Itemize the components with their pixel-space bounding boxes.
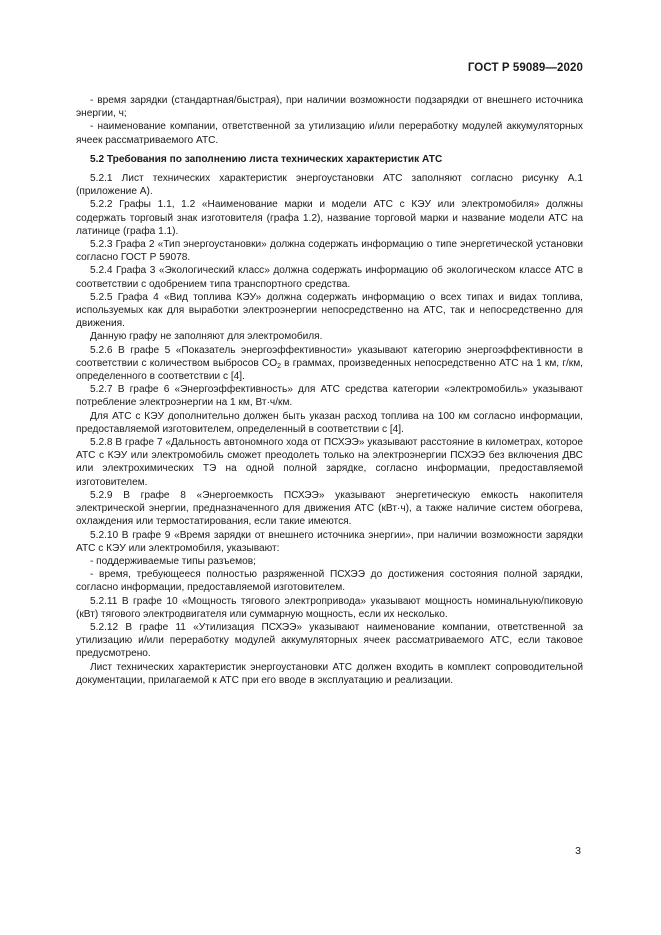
paragraph-5-2-5-note: Данную графу не заполняют для электромобиля. — [90, 331, 323, 343]
page-body — [76, 94, 583, 687]
paragraph-5-2-6-part-b: в граммах, произведенных непосредственно АТС на 1 км, г/км, определенного в соответствии с [4]. — [76, 357, 583, 383]
paragraph-5-2-3: 5.2.3 Графа 2 «Тип энергоустановки» должна содержать информацию о типе энергетической установки согласно ГОСТ Р 59078. — [76, 239, 583, 264]
paragraph-5-2-1: 5.2.1 Лист технических характеристик энергоустановки АТС заполняют согласно рисунку А.1 (приложение А). — [76, 173, 583, 198]
intro-item-recycling-company: - наименование компании, ответственной за утилизацию и/или переработку модулей аккумуляторных ячеек рассматриваемого АТС. — [76, 121, 583, 146]
document-code: ГОСТ Р 59089—2020 — [467, 62, 583, 74]
paragraph-5-2-10-item-time: - время, требующееся полностью разряженной ПСХЭЭ до достижения состояния полной зарядки, согласно информации, предоставляемой изготовителем. — [76, 569, 583, 594]
co2-subscript: 2 — [277, 362, 282, 370]
paragraph-5-2-10: 5.2.10 В графе 9 «Время зарядки от внешнего источника энергии», при наличии возможности зарядки АТС с КЭУ или электромобиля, указывают: — [76, 529, 583, 554]
paragraph-5-2-9: 5.2.9 В графе 8 «Энергоемкость ПСХЭЭ» указывают энергетическую емкость накопителя электрической энергии, предназначенного для движения АТС (кВт·ч), а также наличие систем обогрева, охлаждения или термостатирования, если такие имеются. — [76, 489, 583, 528]
paragraph-5-2-12: 5.2.12 В графе 11 «Утилизация ПСХЭЭ» указывают наименование компании, ответственной за утилизацию и/или переработку модулей аккумуляторных ячеек рассматриваемого АТС, если таковое предусмотрено. — [76, 621, 583, 660]
paragraph-5-2-7-note: Для АТС с КЭУ дополнительно должен быть указан расход топлива на 100 км согласно информации, предоставляемой изготовителем, определенный в соответствии с [4]. — [76, 410, 583, 435]
page-number: 3 — [575, 845, 581, 857]
paragraph-5-2-10-item-connectors: - поддерживаемые типы разъемов; — [90, 555, 256, 567]
closing-paragraph: Лист технических характеристик энергоустановки АТС должен входить в комплект сопроводительной документации, прилагаемой к АТС при его вводе в эксплуатацию и реализации. — [76, 661, 583, 686]
paragraph-5-2-2: 5.2.2 Графы 1.1, 1.2 «Наименование марки и модели АТС с КЭУ или электромобиля» должны содержать торговый знак изготовителя (графа 1.2), название торговой марки и название модели АТС на латинице (графа 1.1). — [76, 199, 583, 237]
section-title: 5.2 Требования по заполнению листа технических характеристик АТС — [90, 153, 443, 165]
paragraph-5-2-7: 5.2.7 В графе 6 «Энергоэффективность» для АТС средства категории «электромобиль» указывают потребление электроэнергии на 1 км, Вт·ч/км. — [76, 384, 583, 409]
paragraph-5-2-6 — [76, 344, 583, 384]
paragraph-5-2-11: 5.2.11 В графе 10 «Мощность тягового электропривода» указывают мощность номинальную/пиковую (кВт) тягового электродвигателя или суммарную мощность, если их несколько. — [76, 595, 583, 620]
paragraph-5-2-5: 5.2.5 Графа 4 «Вид топлива КЭУ» должна содержать информацию о всех типах и видах топлива, используемых как для выработки электроэнергии непосредственно на АТС, так и непосредственно для движения. — [76, 291, 583, 330]
paragraph-5-2-4: 5.2.4 Графа 3 «Экологический класс» должна содержать информацию об экологическом классе АТС в соответствии с одобрением типа транспортного средства. — [76, 265, 583, 290]
paragraph-5-2-8: 5.2.8 В графе 7 «Дальность автономного хода от ПСХЭЭ» указывают расстояние в километрах, которое АТС с КЭУ или электромобиль сможет преодолеть только на электроэнергии ПСХЭЭ без включения ДВС или электрохимических ТЭ на одной полной зарядке, согласно информации, предоставляемой изготовителем. — [76, 437, 583, 488]
intro-item-charging-time: - время зарядки (стандартная/быстрая), при наличии возможности подзарядки от внешнего источника энергии, ч; — [76, 95, 583, 120]
paragraph-5-2-6-part-a: 5.2.6 В графе 5 «Показатель энергоэффективности» указывают категорию энергоэффективности в соответствии с количеством выбросов CO — [76, 344, 583, 369]
